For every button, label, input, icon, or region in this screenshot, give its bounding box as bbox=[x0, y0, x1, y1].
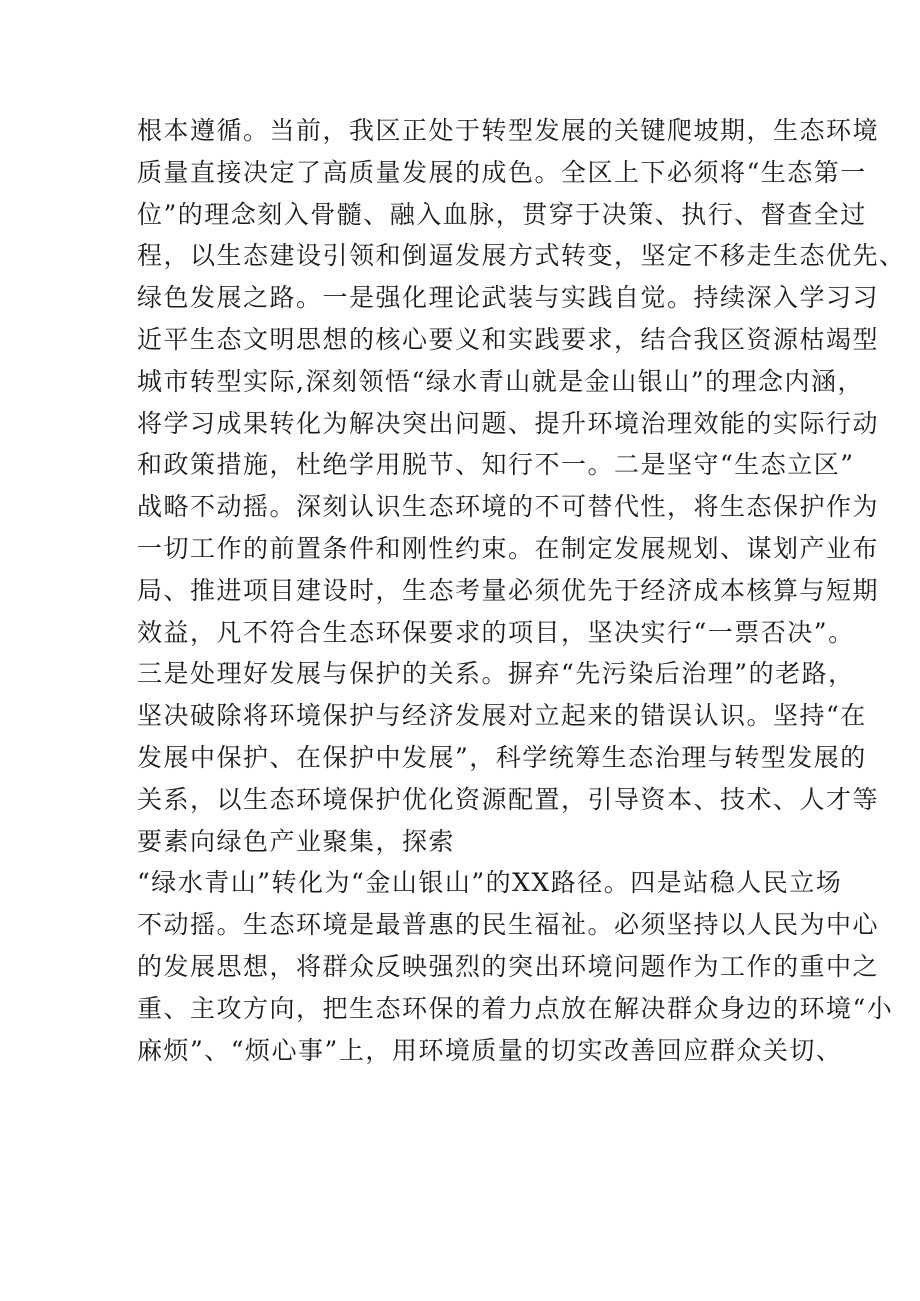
text-line: 重、主攻方向，把生态环保的着力点放在解决群众身边的环境“小 bbox=[137, 993, 894, 1023]
text-line: 发展中保护、在保护中发展”，科学统筹生态治理与转型发展的 bbox=[137, 742, 867, 772]
text-line: 的发展思想，将群众反映强烈的突出环境问题作为工作的重中之 bbox=[137, 951, 880, 981]
body-text bbox=[137, 110, 906, 1071]
text-line: 效益，凡不符合生态环保要求的项目，坚决实行“一票否决”。 bbox=[137, 617, 855, 647]
text-line: 质量直接决定了高质量发展的成色。全区上下必须将“生态第一 bbox=[137, 157, 867, 187]
text-line: 三是处理好发展与保护的关系。摒弃“先污染后治理”的老路， bbox=[137, 659, 855, 689]
text-line: 坚决破除将环境保护与经济发展对立起来的错误认识。坚持“在 bbox=[137, 701, 867, 731]
text-line: 和政策措施，杜绝学用脱节、知行不一。二是坚守“生态立区” bbox=[137, 450, 855, 480]
text-line: 程，以生态建设引领和倒逼发展方式转变，坚定不移走生态优先、 bbox=[137, 241, 906, 271]
text-line: 要素向绿色产业聚集，探索 bbox=[137, 826, 456, 856]
text-line: 将学习成果转化为解决突出问题、提升环境治理效能的实际行动 bbox=[137, 408, 880, 438]
text-line: 位”的理念刻入骨髓、融入血脉，贯穿于决策、执行、督查全过 bbox=[137, 199, 867, 229]
text-line: 不动摇。生态环境是最普惠的民生福祉。必须坚持以人民为中心 bbox=[137, 910, 880, 940]
text-line: 根本遵循。当前，我区正处于转型发展的关键爬坡期，生态环境 bbox=[137, 116, 880, 145]
text-line: “绿水青山”转化为“金山银山”的XX路径。四是站稳人民立场 bbox=[137, 868, 843, 898]
text-line: 关系，以生态环境保护优化资源配置，引导资本、技术、人才等 bbox=[137, 784, 880, 814]
text-line: 战略不动摇。深刻认识生态环境的不可替代性，将生态保护作为 bbox=[137, 492, 880, 522]
text-line: 局、推进项目建设时，生态考量必须优先于经济成本核算与短期 bbox=[137, 575, 880, 605]
text-line: 麻烦”、“烦心事”上，用环境质量的切实改善回应群众关切、 bbox=[137, 1035, 843, 1065]
text-line: 一切工作的前置条件和刚性约束。在制定发展规划、谋划产业布 bbox=[137, 533, 880, 563]
text-line: 城市转型实际,深刻领悟“绿水青山就是金山银山”的理念内涵， bbox=[137, 366, 865, 396]
text-line: 绿色发展之路。一是强化理论武装与实践自觉。持续深入学习习 bbox=[137, 283, 880, 313]
text-line: 近平生态文明思想的核心要义和实践要求，结合我区资源枯竭型 bbox=[137, 324, 880, 354]
